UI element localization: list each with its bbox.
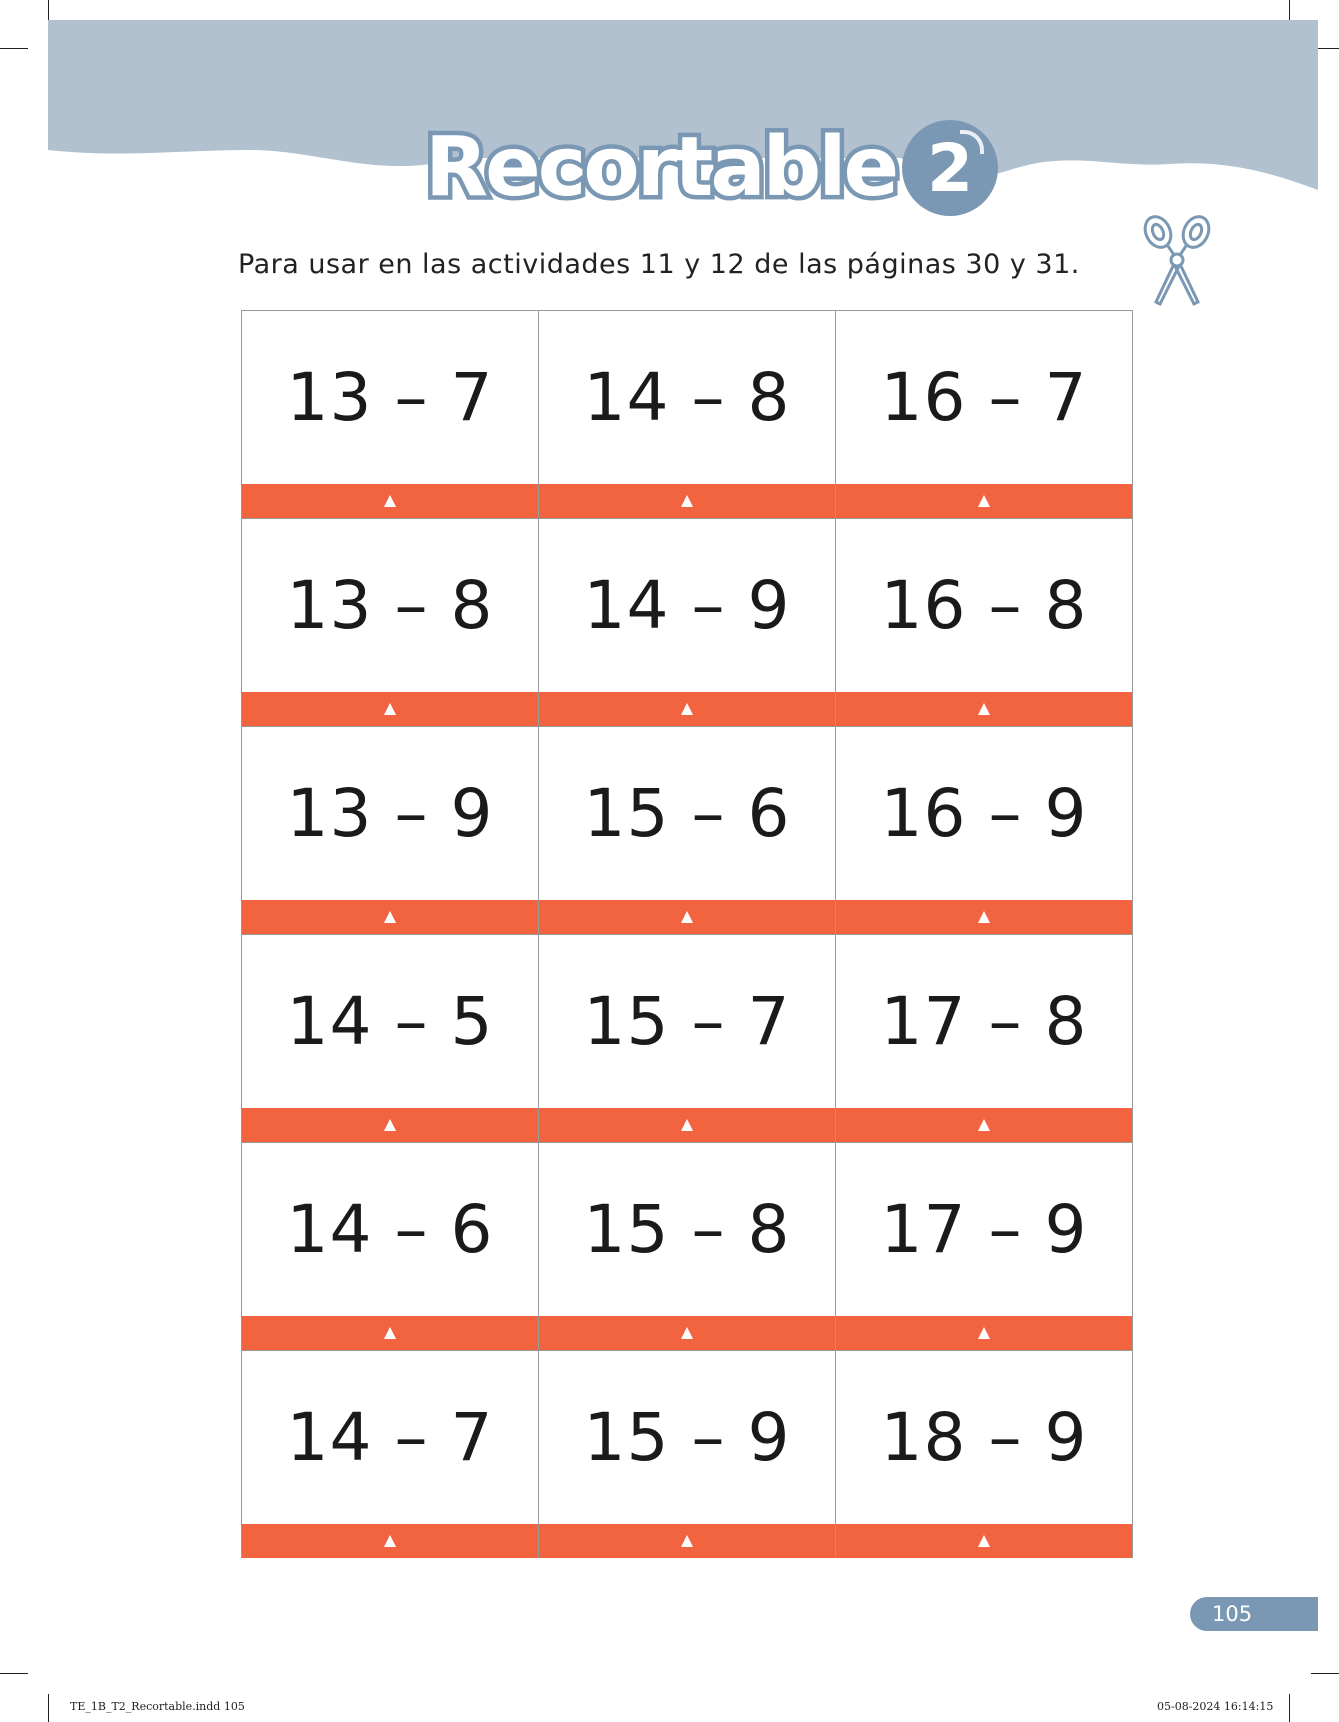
card-strip [242, 1108, 538, 1142]
cut-out-card [242, 1350, 539, 1558]
card-strip [539, 900, 835, 934]
cut-out-card [836, 934, 1133, 1142]
card-strip [836, 1524, 1132, 1558]
card-strip [836, 692, 1132, 726]
triangle-up-icon [681, 1535, 693, 1547]
cut-out-card [242, 934, 539, 1142]
triangle-up-icon [978, 1327, 990, 1339]
card-strip [836, 900, 1132, 934]
card-strip [242, 1524, 538, 1558]
card-expression: 18 – 9 [880, 1399, 1088, 1476]
page-title [425, 118, 998, 218]
card-expression: 13 – 9 [286, 775, 494, 852]
instruction-text: Para usar en las actividades 11 y 12 de las páginas 30 y 31. [238, 249, 1080, 280]
cut-out-card [539, 934, 836, 1142]
triangle-up-icon [978, 1535, 990, 1547]
title-number-badge: 2 [902, 120, 998, 216]
card-expression: 14 – 9 [583, 567, 791, 644]
card-strip [836, 484, 1132, 518]
card-expression: 15 – 7 [583, 983, 791, 1060]
triangle-up-icon [978, 495, 990, 507]
triangle-up-icon [681, 1327, 693, 1339]
cut-out-card [242, 518, 539, 726]
scissors-icon [1138, 212, 1218, 312]
card-expression: 17 – 9 [880, 1191, 1088, 1268]
card-expression: 14 – 5 [286, 983, 494, 1060]
card-strip [242, 1316, 538, 1350]
cut-out-card [242, 726, 539, 934]
card-expression: 14 – 6 [286, 1191, 494, 1268]
card-expression: 17 – 8 [880, 983, 1088, 1060]
card-strip [836, 1316, 1132, 1350]
triangle-up-icon [384, 911, 396, 923]
card-expression: 16 – 8 [880, 567, 1088, 644]
cut-out-card [539, 726, 836, 934]
cut-out-card [539, 518, 836, 726]
card-expression: 14 – 7 [286, 1399, 494, 1476]
card-strip [242, 900, 538, 934]
triangle-up-icon [681, 911, 693, 923]
card-strip [539, 484, 835, 518]
crop-mark [1311, 1673, 1339, 1674]
card-expression: 15 – 6 [583, 775, 791, 852]
crop-mark [1289, 1694, 1290, 1722]
cut-out-card [836, 726, 1133, 934]
card-strip [539, 692, 835, 726]
cut-out-card-grid [241, 310, 1133, 1558]
triangle-up-icon [384, 495, 396, 507]
card-expression: 14 – 8 [583, 359, 791, 436]
triangle-up-icon [681, 495, 693, 507]
cut-out-card [836, 1142, 1133, 1350]
triangle-up-icon [978, 1119, 990, 1131]
page-number: 105 [1190, 1597, 1318, 1631]
card-expression: 13 – 7 [286, 359, 494, 436]
card-strip [539, 1316, 835, 1350]
card-expression: 15 – 8 [583, 1191, 791, 1268]
triangle-up-icon [384, 1119, 396, 1131]
title-text: Recortable [425, 120, 897, 215]
cut-out-card [242, 310, 539, 518]
cut-out-card [836, 518, 1133, 726]
cut-out-card [539, 1142, 836, 1350]
triangle-up-icon [978, 911, 990, 923]
crop-mark [0, 1673, 28, 1674]
footer-file-slug: TE_1B_T2_Recortable.indd 105 [70, 1700, 245, 1713]
card-expression: 15 – 9 [583, 1399, 791, 1476]
card-expression: 16 – 7 [880, 359, 1088, 436]
card-strip [539, 1524, 835, 1558]
card-strip [836, 1108, 1132, 1142]
cut-out-card [539, 1350, 836, 1558]
cut-out-card [836, 1350, 1133, 1558]
card-expression: 16 – 9 [880, 775, 1088, 852]
card-strip [539, 1108, 835, 1142]
triangle-up-icon [384, 1327, 396, 1339]
cut-out-card [242, 1142, 539, 1350]
card-strip [242, 692, 538, 726]
cut-out-card [836, 310, 1133, 518]
triangle-up-icon [384, 703, 396, 715]
triangle-up-icon [384, 1535, 396, 1547]
card-expression: 13 – 8 [286, 567, 494, 644]
triangle-up-icon [978, 703, 990, 715]
card-strip [242, 484, 538, 518]
triangle-up-icon [681, 703, 693, 715]
footer-timestamp: 05-08-2024 16:14:15 [1157, 1700, 1274, 1713]
crop-mark [48, 1694, 49, 1722]
triangle-up-icon [681, 1119, 693, 1131]
cut-out-card [539, 310, 836, 518]
